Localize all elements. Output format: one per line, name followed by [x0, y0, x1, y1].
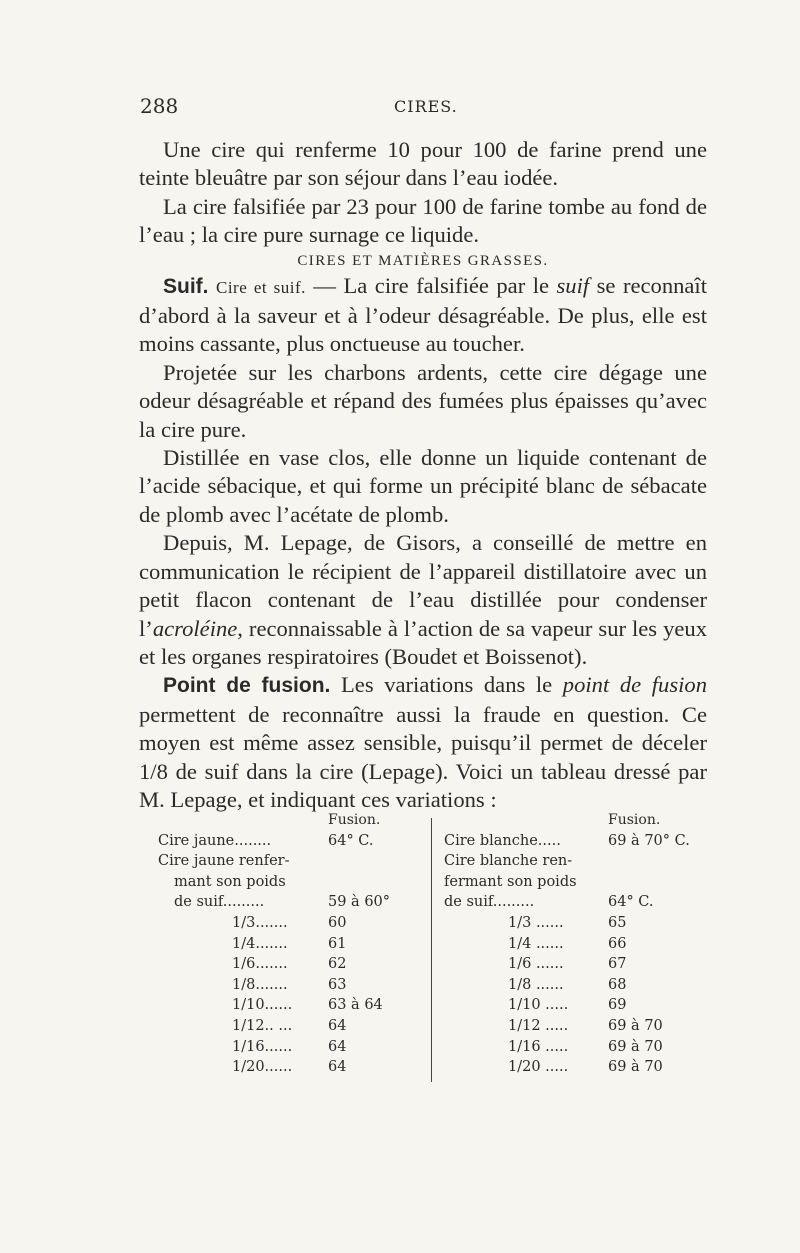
- page-header: [140, 94, 710, 120]
- row-label: 1/12.. ...: [232, 1017, 293, 1034]
- row-label: 1/10 .....: [508, 997, 569, 1014]
- italic-term-suif: suif: [556, 272, 590, 298]
- row-label: Cire jaune renfer-: [158, 853, 290, 870]
- paragraph-text: Depuis, M. Lepage, de Gisors, a conseillé de mettre en communication le récipient de l’appareil distillatoire avec un petit flacon contenant de l’eau distillée pour condenser l’: [139, 530, 707, 641]
- paragraph-6: [139, 529, 707, 671]
- row-value: 64: [328, 1017, 347, 1034]
- paragraph-lead-fusion: Point de fusion.: [163, 674, 331, 698]
- row-label: fermant son poids: [444, 873, 577, 890]
- table-row: [444, 892, 712, 913]
- row-label: 1/6 ......: [508, 956, 564, 973]
- paragraph-fusion: [139, 671, 707, 814]
- paragraph-suif: [139, 272, 707, 359]
- row-label: Cire blanche ren-: [444, 853, 573, 870]
- table-row: [158, 934, 428, 955]
- table-row: [444, 1057, 712, 1078]
- row-value: 68: [608, 976, 627, 993]
- table-row: [444, 913, 712, 934]
- row-value: 62: [328, 956, 347, 973]
- row-value: 69 à 70: [608, 1059, 663, 1076]
- row-value: 67: [608, 956, 627, 973]
- body-text: [139, 136, 707, 814]
- table-row: [158, 872, 428, 893]
- section-title: CIRES ET MATIÈRES GRASSES.: [297, 252, 549, 269]
- table-column-blanche: [444, 810, 712, 1078]
- paragraph-text: — La cire falsifiée par le: [305, 272, 557, 298]
- table-row: [158, 851, 428, 872]
- table-row: [444, 975, 712, 996]
- row-label: de suif.........: [444, 894, 535, 911]
- table-row: [158, 995, 428, 1016]
- paragraph-text: , reconnaissable à l’action de sa vapeur sur les yeux et les organes respiratoires (Boudet et Boissenot).: [139, 615, 707, 669]
- row-value: 69: [608, 997, 627, 1014]
- paragraph-5: Distillée en vase clos, elle donne un liquide contenant de l’acide sébacique, et qui forme un précipité blanc de sébacate de plomb avec l’acétate de plomb.: [139, 445, 707, 527]
- table-row: [158, 954, 428, 975]
- table-row: [444, 872, 712, 893]
- table-row: [158, 1037, 428, 1058]
- italic-term-acroleine: acroléine: [152, 615, 238, 641]
- table-header-row: [158, 810, 428, 831]
- table-row: [444, 1037, 712, 1058]
- table-row: [158, 831, 428, 852]
- row-value: 69 à 70: [608, 1038, 663, 1055]
- row-label: Cire blanche.....: [444, 832, 561, 849]
- table-row: [158, 892, 428, 913]
- row-value: 64: [328, 1038, 347, 1055]
- table-row: [158, 1057, 428, 1078]
- table-row: [444, 995, 712, 1016]
- row-label: 1/16 .....: [508, 1038, 569, 1055]
- running-title: CIRES.: [394, 97, 458, 116]
- row-label: 1/6.......: [232, 956, 288, 973]
- row-value: 63: [328, 976, 347, 993]
- table-row: [444, 1016, 712, 1037]
- column-divider: [431, 818, 432, 1082]
- row-value: 65: [608, 914, 627, 931]
- row-label: 1/12 .....: [508, 1017, 569, 1034]
- row-value: 64° C.: [608, 894, 654, 911]
- row-label: 1/20......: [232, 1059, 293, 1076]
- italic-term-fusion: point de fusion: [562, 672, 707, 698]
- paragraph-2: La cire falsifiée par 23 pour 100 de farine tombe au fond de l’eau ; la cire pure surnage ce liquide.: [139, 193, 707, 248]
- column-header: Fusion.: [328, 812, 381, 828]
- row-value: 64° C.: [328, 832, 374, 849]
- row-label: mant son poids: [174, 873, 286, 890]
- row-value: 59 à 60°: [328, 894, 391, 911]
- row-label: 1/4.......: [232, 935, 288, 952]
- paragraph-1: Une cire qui renferme 10 pour 100 de farine prend une teinte bleuâtre par son séjour dans l’eau iodée.: [139, 137, 707, 191]
- row-value: 66: [608, 935, 627, 952]
- table-row: [158, 913, 428, 934]
- paragraph-text: permettent de reconnaître aussi la fraude en question. Ce moyen est même assez sensible, puisqu’il permet de déceler 1/8 de suif dans la cire (Lepage). Voici un tableau dressé par M. Lepage, et indiquant ces variations :: [139, 701, 707, 812]
- row-label: de suif.........: [174, 894, 265, 911]
- row-value: 69 à 70° C.: [608, 832, 690, 849]
- table-column-jaune: [158, 810, 428, 1078]
- column-header: Fusion.: [608, 812, 661, 828]
- row-label: 1/3 ......: [508, 914, 564, 931]
- paragraph-4: Projetée sur les charbons ardents, cette cire dégage une odeur désagréable et répand des fumées plus épaisses qu’avec la cire pure.: [139, 359, 707, 442]
- table-row: [444, 851, 712, 872]
- row-label: 1/8 ......: [508, 976, 564, 993]
- table-row: [158, 1016, 428, 1037]
- row-label: 1/8.......: [232, 976, 288, 993]
- table-row: [444, 831, 712, 852]
- row-value: 63 à 64: [328, 997, 383, 1014]
- table-row: [444, 954, 712, 975]
- row-value: 60: [328, 914, 347, 931]
- row-label: 1/16......: [232, 1038, 293, 1055]
- table-header-row: [444, 810, 712, 831]
- table-row: [444, 934, 712, 955]
- paragraph-text: Les variations dans le: [330, 672, 563, 698]
- row-value: 64: [328, 1059, 347, 1076]
- row-value: 61: [328, 935, 347, 952]
- paragraph-text: se reconnaît d’abord à la saveur et à l’odeur désagréable. De plus, elle est moins cassante, plus onctueuse au toucher.: [139, 272, 707, 357]
- small-caps-heading: Cire et suif.: [215, 277, 306, 297]
- row-label: 1/20 .....: [508, 1059, 569, 1076]
- row-label: 1/4 ......: [508, 935, 564, 952]
- table-row: [158, 975, 428, 996]
- row-value: 69 à 70: [608, 1017, 663, 1034]
- page-number: 288: [140, 94, 179, 118]
- row-label: 1/3.......: [232, 914, 288, 931]
- row-label: Cire jaune........: [158, 832, 272, 849]
- paragraph-lead-suif: Suif.: [163, 274, 209, 298]
- row-label: 1/10......: [232, 997, 293, 1014]
